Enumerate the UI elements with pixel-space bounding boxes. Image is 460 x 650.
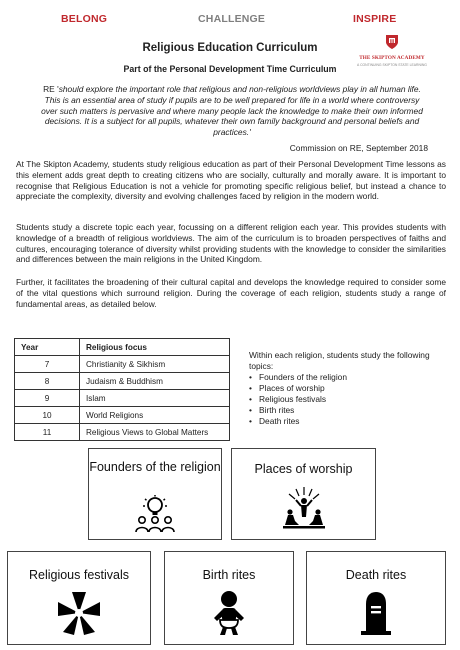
table-row: [15, 356, 230, 373]
list-item: • Founders of the religion: [249, 372, 449, 383]
school-name: THE SKIPTON ACADEMY: [359, 55, 425, 61]
quote-citation: Commission on RE, September 2018: [289, 143, 428, 153]
cultural-capital-paragraph: Further, it facilitates the broadening of their cultural capital and develops the knowledge required to consider some of the vital questions which surround religion. During the coverage of each religion, students study a range of fundamental areas, as detailed below.: [16, 277, 446, 309]
focus-cell: Christianity & Sikhism: [80, 356, 230, 373]
card-label: Death rites: [345, 568, 407, 582]
gravestone-icon: [360, 590, 392, 636]
list-item: • Places of worship: [249, 383, 449, 394]
focus-cell: World Religions: [80, 407, 230, 424]
joined-hands-icon: [55, 590, 103, 636]
religious-focus-table: [14, 338, 230, 441]
baby-icon: [209, 590, 249, 636]
card-label: Religious festivals: [28, 568, 130, 582]
worship-figures-icon: [279, 485, 329, 531]
school-tagline: A CONTINUING SKIPTON STATE LEARNING: [357, 63, 427, 67]
value-inspire: INSPIRE: [353, 13, 397, 25]
card-label: Birth rites: [202, 568, 256, 582]
list-item: • Death rites: [249, 416, 449, 427]
focus-cell: Judaism & Buddhism: [80, 373, 230, 390]
focus-cell: Religious Views to Global Matters: [80, 424, 230, 441]
quote-lead: RE ': [43, 84, 59, 94]
list-item: • Birth rites: [249, 405, 449, 416]
table-row: [15, 373, 230, 390]
value-belong: BELONG: [61, 13, 108, 25]
topics-intro: Within each religion, students study the following topics:: [249, 350, 430, 371]
year-cell: 11: [15, 424, 80, 441]
card-label: Founders of the religion: [89, 460, 221, 474]
focus-cell: Islam: [80, 390, 230, 407]
card-founders: [88, 448, 222, 540]
intro-paragraph: At The Skipton Academy, students study religious education as part of their Personal Development Time lessons as this element adds great depth to creating citizens who are socially, culturally and morally aware. It is important to recognise that Religious Education is not a vehicle for promoting specific religious belief, but instead a chance to appreciate the complexity, diversity and evolving challenges faced by religion in the modern world.: [16, 159, 446, 202]
year-cell: 7: [15, 356, 80, 373]
page-subtitle: Part of the Personal Development Time Curriculum: [123, 64, 337, 74]
quote-text: should explore the important role that religious and non-religious worldviews play in all human life. This is an essential area of study if pupils are to be well prepared for life in a world where controversy over such matters is pervasive and where many people lack the knowledge to make their own informed decisions. It is a subject for all pupils, whatever their own family background and personal beliefs and practices.': [41, 84, 423, 138]
table-header-year: Year: [15, 339, 80, 356]
topics-paragraph: Students study a discrete topic each year, focussing on a different religion each year. This provides students with knowledge of a breadth of religious worldviews. The aim of the curriculum is to broaden perspectives of faiths and cultures, encouraging tolerance of diversity whilst providing students with the knowledge to consider the similarities and differences between the main religions in the United Kingdom.: [16, 222, 446, 265]
card-places-of-worship: [231, 448, 376, 540]
card-birth-rites: [164, 551, 294, 645]
commission-quote: [36, 84, 428, 138]
card-label: Places of worship: [254, 462, 353, 476]
topics-list: [249, 350, 449, 427]
lightbulb-group-icon: [133, 494, 177, 534]
table-row: [15, 390, 230, 407]
value-challenge: CHALLENGE: [198, 13, 266, 25]
year-cell: 9: [15, 390, 80, 407]
table-header-row: [15, 339, 230, 356]
card-religious-festivals: [7, 551, 151, 645]
table-row: [15, 424, 230, 441]
card-death-rites: [306, 551, 446, 645]
year-cell: 8: [15, 373, 80, 390]
list-item: • Religious festivals: [249, 394, 449, 405]
year-cell: 10: [15, 407, 80, 424]
page-title: Religious Education Curriculum: [142, 42, 318, 54]
table-row: [15, 407, 230, 424]
table-header-focus: Religious focus: [80, 339, 230, 356]
